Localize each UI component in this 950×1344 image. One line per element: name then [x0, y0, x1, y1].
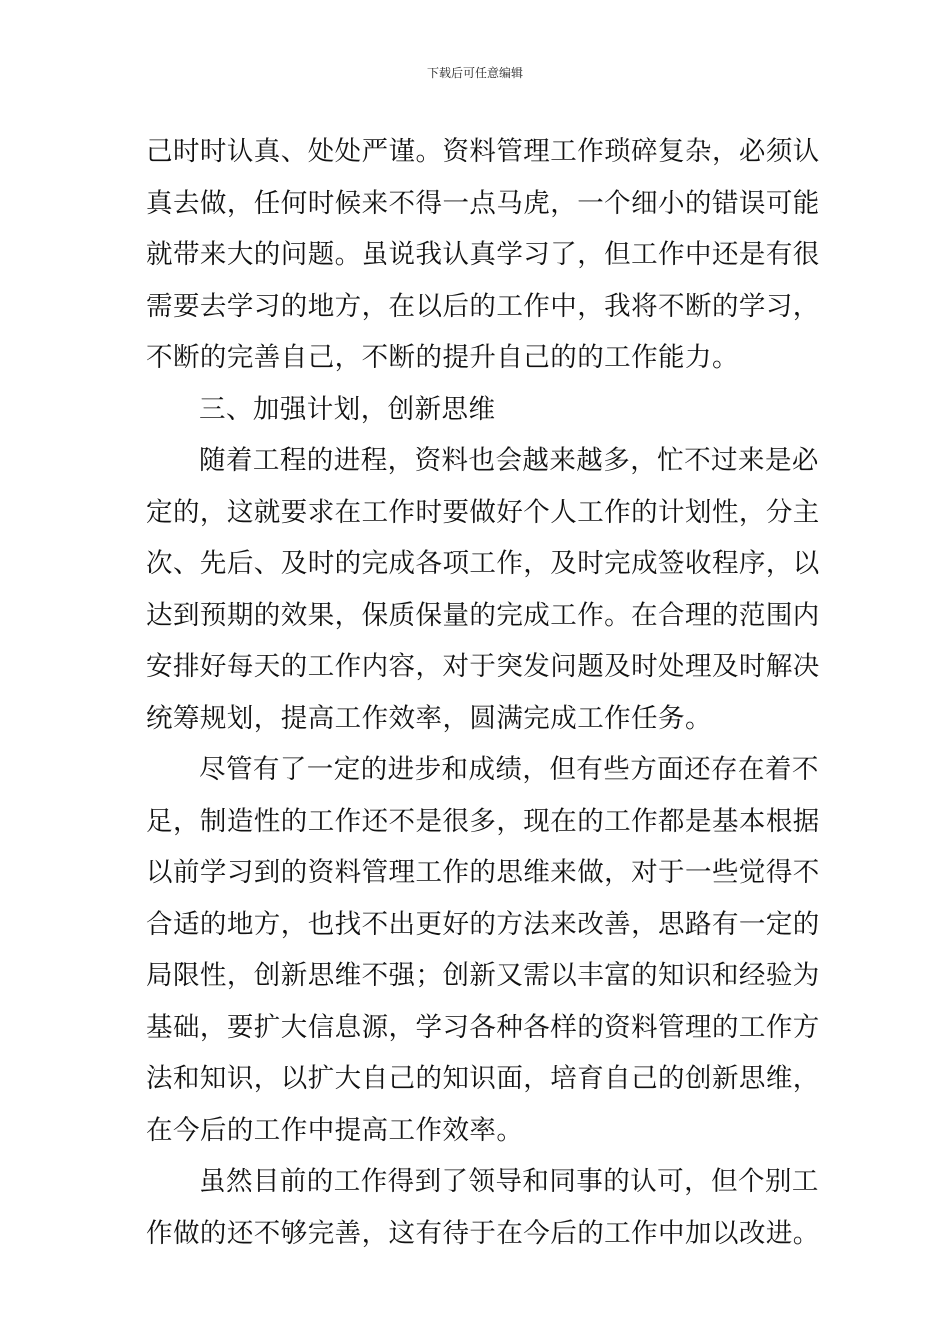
- document-body: [146, 126, 820, 1259]
- text-line: 次、先后、及时的完成各项工作，及时完成签收程序，以: [146, 548, 820, 579]
- page-header: 下载后可任意编辑: [426, 66, 523, 80]
- text-line: 需要去学习的地方，在以后的工作中，我将不断的学习，: [146, 290, 820, 322]
- text-line: 在今后的工作中提高工作效率。: [146, 1114, 524, 1146]
- section-heading: 三、加强计划，创新思维: [199, 393, 496, 425]
- text-line: 统筹规划，提高工作效率，圆满完成工作任务。: [146, 702, 712, 734]
- text-line: 己时时认真、处处严谨。资料管理工作琐碎复杂，必须认: [146, 136, 820, 167]
- text-line: 法和知识，以扩大自己的知识面，培育自己的创新思维，: [146, 1063, 820, 1094]
- text-line: 以前学习到的资料管理工作的思维来做，对于一些觉得不: [146, 857, 820, 888]
- text-line: 就带来大的问题。虽说我认真学习了，但工作中还是有很: [146, 239, 820, 270]
- text-line: 虽然目前的工作得到了领导和同事的认可，但个别工: [199, 1166, 819, 1197]
- text-line: 作做的还不够完善，这有待于在今后的工作中加以改进。: [146, 1217, 820, 1249]
- text-line: 局限性，创新思维不强；创新又需以丰富的知识和经验为: [146, 960, 820, 991]
- text-line: 不断的完善自己，不断的提升自己的的工作能力。: [146, 342, 739, 373]
- text-line: 安排好每天的工作内容，对于突发问题及时处理及时解决: [146, 651, 820, 682]
- text-line: 定的，这就要求在工作时要做好个人工作的计划性，分主: [146, 496, 820, 528]
- text-line: 基础，要扩大信息源，学习各种各样的资料管理的工作方: [146, 1011, 820, 1043]
- text-line: 合适的地方，也找不出更好的方法来改善，思路有一定的: [146, 908, 820, 940]
- text-line: 达到预期的效果，保质保量的完成工作。在合理的范围内: [146, 599, 820, 631]
- text-line: 足，制造性的工作还不是很多，现在的工作都是基本根据: [146, 805, 820, 837]
- text-line: 随着工程的进程，资料也会越来越多，忙不过来是必: [199, 445, 819, 476]
- text-line: 真去做，任何时候来不得一点马虎，一个细小的错误可能: [146, 187, 820, 219]
- text-line: 尽管有了一定的进步和成绩，但有些方面还存在着不: [199, 754, 819, 785]
